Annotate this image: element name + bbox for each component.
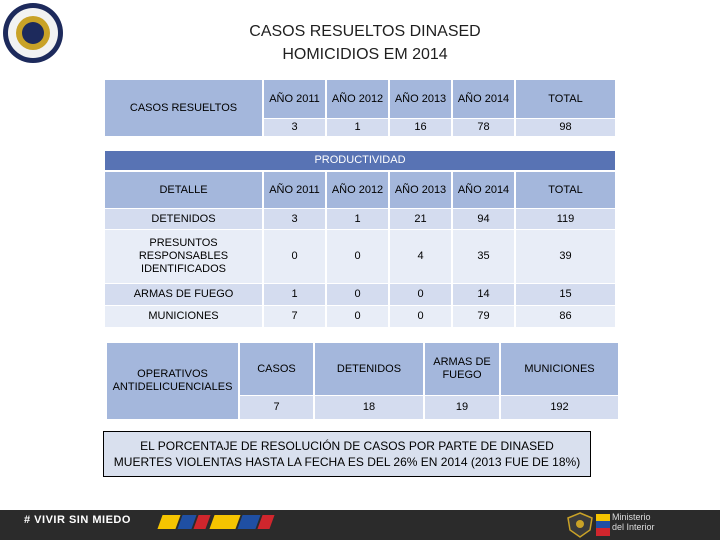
- casos-col-total: TOTAL: [516, 80, 615, 118]
- operativos-val-municiones: 192: [501, 396, 618, 419]
- casos-val-total: 98: [516, 119, 615, 136]
- prod-header-2014: AÑO 2014: [453, 172, 514, 208]
- footer-slogan: # VIVIR SIN MIEDO: [24, 514, 131, 526]
- prod-header-2012: AÑO 2012: [327, 172, 388, 208]
- casos-col-2013: AÑO 2013: [390, 80, 451, 118]
- flag-stripe: [209, 515, 240, 529]
- operativos-col-detenidos: DETENIDOS: [315, 343, 423, 395]
- note-line-2: MUERTES VIOLENTAS HASTA LA FECHA ES DEL 26% EN 2014 (2013 FUE DE 18%): [113, 455, 581, 469]
- operativos-val-detenidos: 18: [315, 396, 423, 419]
- casos-col-2012: AÑO 2012: [327, 80, 388, 118]
- prod-cell: 0: [390, 284, 451, 305]
- casos-val-2011: 3: [264, 119, 325, 136]
- ministry-line-2: del Interior: [612, 522, 655, 532]
- prod-cell: 39: [516, 230, 615, 283]
- casos-col-2011: AÑO 2011: [264, 80, 325, 118]
- casos-val-2013: 16: [390, 119, 451, 136]
- prod-cell: 1: [264, 284, 325, 305]
- prod-header-2013: AÑO 2013: [390, 172, 451, 208]
- dinased-logo: [3, 3, 63, 63]
- prod-cell: 0: [327, 284, 388, 305]
- operativos-label: OPERATIVOS ANTIDELICUENCIALES: [107, 343, 238, 419]
- prod-cell: 86: [516, 306, 615, 327]
- casos-val-2014: 78: [453, 119, 514, 136]
- title-line-1: CASOS RESUELTOS DINASED: [249, 23, 481, 40]
- prod-cell: 79: [453, 306, 514, 327]
- prod-cell: 35: [453, 230, 514, 283]
- prod-cell: 119: [516, 209, 615, 229]
- prod-header-total: TOTAL: [516, 172, 615, 208]
- ministry-name: [612, 512, 655, 532]
- prod-cell: 15: [516, 284, 615, 305]
- casos-label: CASOS RESUELTOS: [105, 80, 262, 136]
- prod-cell: 7: [264, 306, 325, 327]
- prod-cell: 21: [390, 209, 451, 229]
- prod-cell: 0: [264, 230, 325, 283]
- operativos-col-armas: ARMAS DE FUEGO: [425, 343, 499, 395]
- ministry-logo-icon: [596, 514, 610, 536]
- casos-col-2014: AÑO 2014: [453, 80, 514, 118]
- prod-cell: 0: [327, 230, 388, 283]
- prod-row-label: MUNICIONES: [105, 306, 262, 327]
- ministry-line-1: Ministerio: [612, 512, 651, 522]
- prod-cell: 94: [453, 209, 514, 229]
- prod-row-label: ARMAS DE FUEGO: [105, 284, 262, 305]
- title-line-2: HOMICIDIOS EM 2014: [282, 46, 448, 63]
- prod-header-detalle: DETALLE: [105, 172, 262, 208]
- prod-header-2011: AÑO 2011: [264, 172, 325, 208]
- prod-cell: 14: [453, 284, 514, 305]
- page-title: [200, 20, 530, 66]
- prod-row-label: DETENIDOS: [105, 209, 262, 229]
- prod-cell: 3: [264, 209, 325, 229]
- prod-cell: 1: [327, 209, 388, 229]
- note-line-1: EL PORCENTAJE DE RESOLUCIÓN DE CASOS POR PARTE DE DINASED: [140, 439, 554, 453]
- police-emblem-icon: [566, 512, 594, 538]
- productividad-title: PRODUCTIVIDAD: [105, 151, 615, 170]
- prod-cell: 4: [390, 230, 451, 283]
- operativos-col-casos: CASOS: [240, 343, 313, 395]
- prod-row-label: PRESUNTOS RESPONSABLES IDENTIFICADOS: [105, 230, 262, 283]
- casos-val-2012: 1: [327, 119, 388, 136]
- prod-cell: 0: [390, 306, 451, 327]
- prod-cell: 0: [327, 306, 388, 327]
- operativos-val-armas: 19: [425, 396, 499, 419]
- operativos-col-municiones: MUNICIONES: [501, 343, 618, 395]
- operativos-val-casos: 7: [240, 396, 313, 419]
- resolution-note: [103, 431, 591, 477]
